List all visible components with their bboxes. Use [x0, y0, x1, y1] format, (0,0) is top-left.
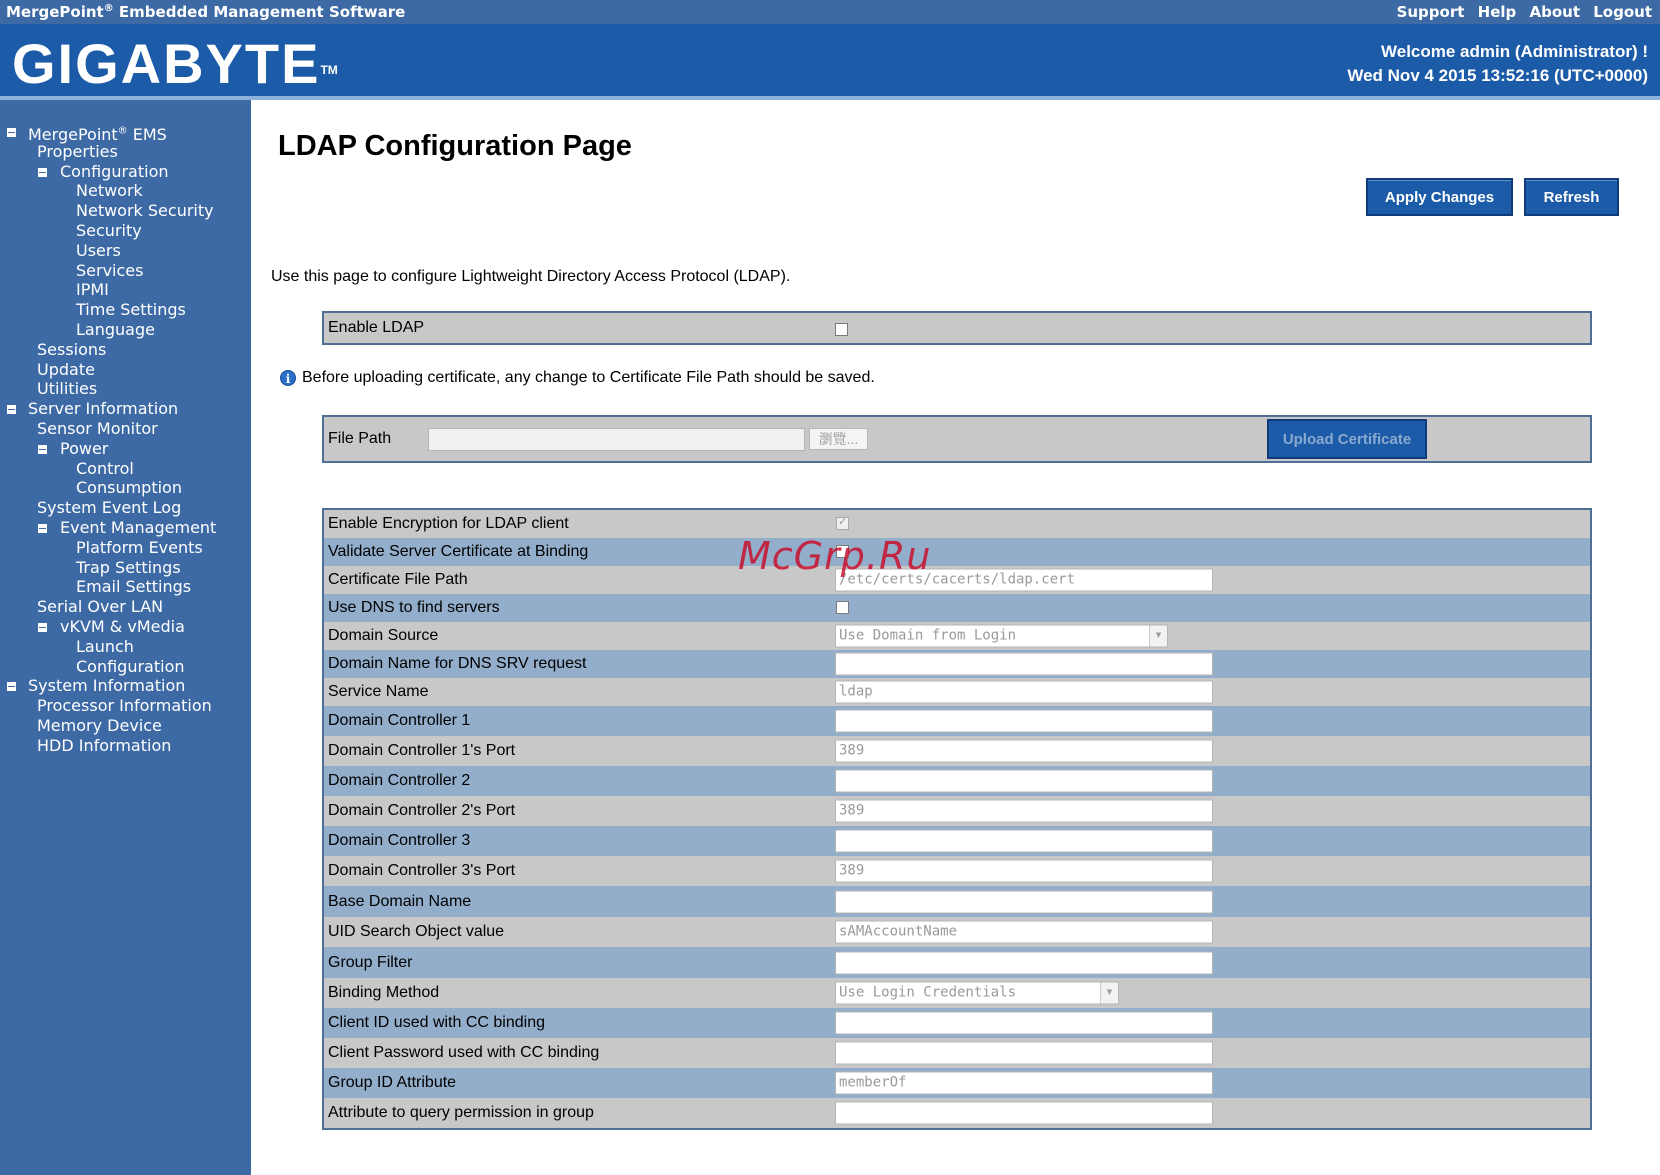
sidebar-item-memory-device[interactable]: Memory Device [37, 715, 162, 735]
domain-controller-2-port-input[interactable]: 389 [835, 800, 1213, 823]
welcome-text: Welcome admin (Administrator) ! [1381, 42, 1648, 61]
enable-ldap-panel [322, 311, 1592, 345]
sidebar-item-email-settings[interactable]: Email Settings [76, 577, 192, 597]
table-row [324, 622, 1590, 650]
file-upload-panel [322, 415, 1592, 463]
client-password-label: Client Password used with CC binding [328, 1044, 600, 1061]
sidebar-item-language[interactable]: Language [76, 319, 155, 339]
gigabyte-logo: GIGABYTE™ [12, 32, 338, 95]
client-password-input[interactable] [835, 1042, 1213, 1065]
enable-encryption-label: Enable Encryption for LDAP client [328, 515, 569, 532]
table-row [324, 1038, 1590, 1068]
upload-certificate-button[interactable]: Upload Certificate [1267, 419, 1427, 459]
sidebar-item-hdd-information[interactable]: HDD Information [37, 735, 172, 755]
info-icon: i [280, 370, 296, 386]
client-id-label: Client ID used with CC binding [328, 1014, 545, 1031]
sidebar-item-users[interactable]: Users [76, 240, 121, 260]
table-row [324, 678, 1590, 706]
domain-controller-3-port-input[interactable]: 389 [835, 860, 1213, 883]
uid-search-label: UID Search Object value [328, 923, 505, 940]
domain-controller-1-label: Domain Controller 1 [328, 712, 471, 729]
base-domain-name-label: Base Domain Name [328, 892, 472, 910]
sidebar-item-services[interactable]: Services [76, 260, 144, 280]
collapse-icon[interactable] [7, 405, 16, 414]
sidebar [0, 100, 251, 1175]
attribute-query-input[interactable] [835, 1102, 1213, 1125]
table-row [324, 978, 1590, 1008]
sidebar-item-network[interactable]: Network [76, 181, 143, 201]
watermark: McGrp.Ru [738, 534, 932, 578]
chevron-down-icon[interactable]: ▼ [1100, 983, 1118, 1004]
browse-button[interactable]: 瀏覽... [809, 428, 868, 450]
sidebar-item-trap-settings[interactable]: Trap Settings [76, 557, 181, 577]
top-links [1389, 3, 1652, 21]
collapse-icon[interactable] [38, 623, 47, 632]
certificate-note-text: Before uploading certificate, any change to Certificate File Path should be saved. [302, 369, 875, 386]
binding-method-select[interactable]: Use Login Credentials ▼ [835, 982, 1119, 1005]
main-content [251, 100, 1660, 1175]
service-name-input[interactable]: ldap [835, 681, 1213, 704]
sidebar-item-network-security[interactable]: Network Security [76, 201, 214, 221]
domain-source-label: Domain Source [328, 627, 439, 644]
apply-changes-button[interactable]: Apply Changes [1366, 178, 1513, 216]
help-link[interactable]: Help [1477, 3, 1517, 21]
group-id-attribute-label: Group ID Attribute [328, 1074, 457, 1091]
certificate-file-path-label: Certificate File Path [328, 571, 468, 588]
domain-controller-1-port-input[interactable]: 389 [835, 740, 1213, 763]
enable-ldap-label: Enable LDAP [328, 319, 425, 336]
collapse-icon[interactable] [7, 682, 16, 691]
sidebar-item-consumption[interactable]: Consumption [76, 478, 182, 498]
table-row [324, 796, 1590, 826]
logout-link[interactable]: Logout [1593, 3, 1652, 21]
collapse-icon[interactable] [7, 128, 16, 137]
sidebar-item-vkvm-configuration[interactable]: Configuration [76, 656, 185, 676]
domain-controller-2-port-label: Domain Controller 2's Port [328, 802, 516, 819]
page-description: Use this page to configure Lightweight Directory Access Protocol (LDAP). [271, 268, 791, 285]
group-filter-label: Group Filter [328, 953, 413, 971]
table-row [324, 947, 1590, 978]
table-row [324, 538, 1590, 566]
sidebar-item-system-event-log[interactable]: System Event Log [37, 498, 182, 518]
domain-controller-1-input[interactable] [835, 710, 1213, 733]
table-row [324, 886, 1590, 917]
table-row [324, 1098, 1590, 1128]
sidebar-item-serial-over-lan[interactable]: Serial Over LAN [37, 597, 164, 617]
enable-ldap-checkbox[interactable] [835, 323, 848, 336]
ldap-settings-table [322, 508, 1592, 1130]
group-filter-input[interactable] [835, 951, 1213, 974]
sidebar-item-time-settings[interactable]: Time Settings [76, 300, 186, 320]
sidebar-item-power[interactable]: Power [0, 439, 251, 459]
attribute-query-label: Attribute to query permission in group [328, 1104, 594, 1121]
table-row [324, 1008, 1590, 1038]
base-domain-name-input[interactable] [835, 890, 1213, 913]
table-row [324, 826, 1590, 856]
table-row [324, 566, 1590, 594]
file-path-label: File Path [328, 430, 392, 447]
sidebar-item-configuration[interactable]: Configuration [0, 162, 251, 182]
table-row [324, 650, 1590, 678]
sidebar-item-sessions[interactable]: Sessions [37, 339, 107, 359]
page-title: LDAP Configuration Page [278, 130, 632, 162]
sidebar-item-vkvm-vmedia[interactable]: vKVM & vMedia [0, 617, 251, 637]
welcome-area [1347, 40, 1648, 88]
header-banner [0, 24, 1660, 100]
table-row [324, 766, 1590, 796]
sidebar-item-update[interactable]: Update [37, 359, 95, 379]
collapse-icon[interactable] [38, 445, 47, 454]
collapse-icon[interactable] [38, 168, 47, 177]
dns-srv-domain-label: Domain Name for DNS SRV request [328, 655, 587, 672]
table-row [324, 856, 1590, 886]
client-id-input[interactable] [835, 1012, 1213, 1035]
sidebar-item-sensor-monitor[interactable]: Sensor Monitor [37, 418, 158, 438]
file-path-input[interactable] [428, 428, 805, 451]
refresh-button[interactable]: Refresh [1524, 178, 1619, 216]
collapse-icon[interactable] [38, 524, 47, 533]
domain-controller-3-label: Domain Controller 3 [328, 832, 471, 849]
product-name: MergePoint® Embedded Management Software [6, 3, 406, 21]
datetime-text: Wed Nov 4 2015 13:52:16 (UTC+0000) [1347, 66, 1648, 85]
sidebar-item-utilities[interactable]: Utilities [37, 379, 98, 399]
sidebar-item-event-management[interactable]: Event Management [0, 518, 251, 538]
table-row [324, 917, 1590, 947]
table-row [324, 706, 1590, 736]
sidebar-item-control[interactable]: Control [76, 458, 134, 478]
certificate-note [280, 369, 875, 387]
sidebar-item-system-information[interactable]: System Information [0, 676, 251, 696]
sidebar-item-launch[interactable]: Launch [76, 636, 134, 656]
enable-encryption-checkbox[interactable] [836, 517, 849, 530]
domain-controller-3-port-label: Domain Controller 3's Port [328, 862, 516, 879]
domain-controller-1-port-label: Domain Controller 1's Port [328, 742, 516, 759]
sidebar-item-properties[interactable]: Properties [37, 141, 118, 161]
service-name-label: Service Name [328, 683, 429, 700]
domain-controller-2-label: Domain Controller 2 [328, 772, 471, 789]
group-id-attribute-input[interactable]: memberOf [835, 1072, 1213, 1095]
certificate-file-path-input[interactable]: /etc/certs/cacerts/ldap.cert [835, 569, 1213, 592]
use-dns-label: Use DNS to find servers [328, 599, 500, 616]
tree-root-mergepoint-ems[interactable]: MergePoint® EMS [0, 122, 251, 142]
sidebar-item-server-information[interactable]: Server Information [0, 399, 251, 419]
table-row [324, 594, 1590, 622]
table-row [324, 510, 1590, 538]
about-link[interactable]: About [1529, 3, 1580, 21]
sidebar-item-processor-information[interactable]: Processor Information [37, 696, 212, 716]
chevron-down-icon[interactable]: ▼ [1149, 626, 1167, 647]
use-dns-checkbox[interactable] [836, 601, 849, 614]
table-row [324, 1068, 1590, 1098]
binding-method-label: Binding Method [328, 984, 440, 1001]
validate-certificate-label: Validate Server Certificate at Binding [328, 543, 589, 560]
uid-search-input[interactable]: sAMAccountName [835, 921, 1213, 944]
domain-source-select[interactable]: Use Domain from Login ▼ [835, 625, 1168, 648]
nav-tree [0, 122, 251, 756]
top-bar [0, 0, 1660, 24]
dns-srv-domain-input[interactable] [835, 653, 1213, 676]
sidebar-item-security[interactable]: Security [76, 220, 142, 240]
domain-controller-3-input[interactable] [835, 830, 1213, 853]
domain-controller-2-input[interactable] [835, 770, 1213, 793]
sidebar-item-platform-events[interactable]: Platform Events [76, 537, 203, 557]
table-row [324, 736, 1590, 766]
support-link[interactable]: Support [1396, 3, 1465, 21]
sidebar-item-ipmi[interactable]: IPMI [76, 280, 109, 300]
